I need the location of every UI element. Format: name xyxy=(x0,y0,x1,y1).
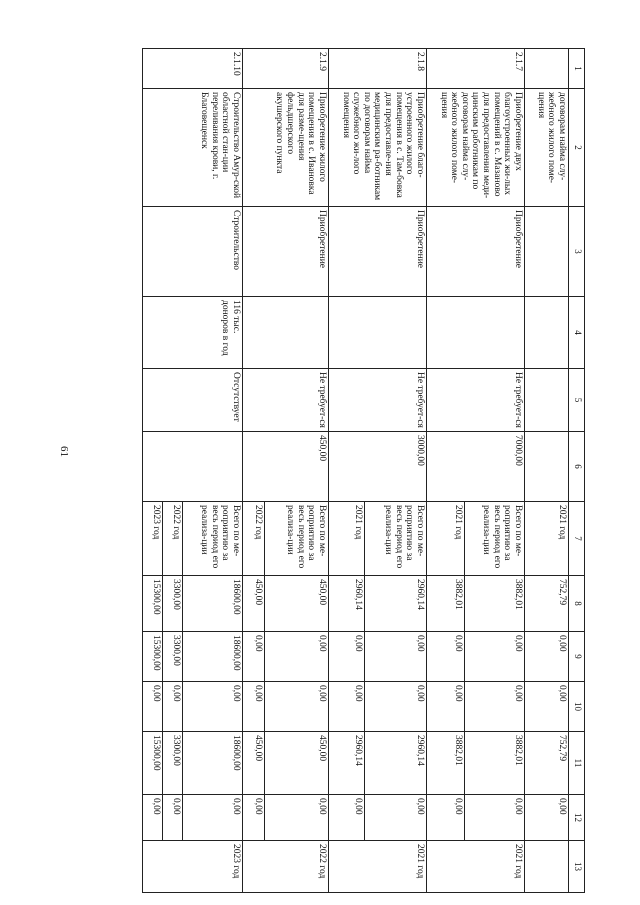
cell-capacity xyxy=(329,297,427,369)
cell-name: Приобретение жилого помещения в с. Ивановка для разме-щения фельдшерского акушерского пункта xyxy=(243,89,329,207)
cell-total-label: Всего по ме-роприятию за весь период его реализа-ции xyxy=(465,502,525,576)
cell-c8: 2960,14 xyxy=(365,576,427,632)
cell-c13: 2021 год xyxy=(329,841,427,893)
cell-c12: 0,00 xyxy=(183,795,243,841)
cell-c11: 2960,14 xyxy=(365,732,427,795)
cell-cost: 7000,00 xyxy=(427,432,525,502)
cell-cost xyxy=(525,432,569,502)
cell-c10: 0,00 xyxy=(525,682,569,732)
cell-capacity xyxy=(243,297,329,369)
cell-name: Приобретение благо-устроенного жилого помещения в с. Там-бовка для предоставле-ния медицинским ра-ботникам по договорам найма служебного жи-лого помещения xyxy=(329,89,427,207)
cell-c9: 15300,00 xyxy=(143,632,163,682)
header-cell: 6 xyxy=(569,432,585,502)
cell-c12: 0,00 xyxy=(243,795,265,841)
cell-total-label: Всего по ме-роприятию за весь период его реализа-ции xyxy=(365,502,427,576)
header-cell: 5 xyxy=(569,369,585,432)
cell-num: 2.1.8 xyxy=(329,49,427,89)
cell-total-label: Всего по ме-роприятию за весь период его реализа-ции xyxy=(265,502,329,576)
cell-type: Приобретение xyxy=(243,207,329,297)
cell-year: 2021 год xyxy=(525,502,569,576)
cell-c8: 2960,14 xyxy=(329,576,365,632)
page-number: 61 xyxy=(58,446,70,457)
cell-doc: Не требует-ся xyxy=(243,369,329,432)
cell-c11: 3882,01 xyxy=(465,732,525,795)
cell-c9: 18600,00 xyxy=(183,632,243,682)
cell-c11: 2960,14 xyxy=(329,732,365,795)
cell-type xyxy=(525,207,569,297)
cell-c12: 0,00 xyxy=(163,795,183,841)
cell-c13: 2023 год xyxy=(143,841,243,893)
cell-doc: Не требует-ся xyxy=(329,369,427,432)
cell-c9: 3300,00 xyxy=(163,632,183,682)
cell-c9: 0,00 xyxy=(265,632,329,682)
header-cell: 2 xyxy=(569,89,585,207)
cell-name: Строительство Амур-ской областной стан-ции переливания крови, г. Благовещенск xyxy=(143,89,243,207)
header-cell: 1 xyxy=(569,49,585,89)
cell-capacity: 116 тыс. доноров в год xyxy=(143,297,243,369)
cell-capacity xyxy=(427,297,525,369)
header-cell: 7 xyxy=(569,502,585,576)
cell-year: 2021 год xyxy=(329,502,365,576)
cell-c10: 0,00 xyxy=(143,682,163,732)
cell-c8: 3882,01 xyxy=(427,576,465,632)
cell-c9: 0,00 xyxy=(365,632,427,682)
cell-doc: Не требует-ся xyxy=(427,369,525,432)
header-cell: 8 xyxy=(569,576,585,632)
cell-c10: 0,00 xyxy=(329,682,365,732)
cell-c12: 0,00 xyxy=(365,795,427,841)
cell-c8: 3300,00 xyxy=(163,576,183,632)
header-cell: 11 xyxy=(569,732,585,795)
cell-year: 2023 год xyxy=(143,502,163,576)
cell-name: договорам найма слу-жебного жилого поме-щения xyxy=(525,89,569,207)
cell-c9: 0,00 xyxy=(427,632,465,682)
cell-c8: 450,00 xyxy=(265,576,329,632)
cell-c11: 15300,00 xyxy=(143,732,163,795)
cell-num xyxy=(525,49,569,89)
cell-c9: 0,00 xyxy=(329,632,365,682)
cell-c11: 450,00 xyxy=(243,732,265,795)
cell-name: Приобретение двух благоустроенных жи-лых помещений в с. Мазаново для предоставления меди-цинским работникам по договорам найма слу-жебного жилого поме-щения xyxy=(427,89,525,207)
cell-c10: 0,00 xyxy=(265,682,329,732)
header-cell: 9 xyxy=(569,632,585,682)
cell-c10: 0,00 xyxy=(465,682,525,732)
cell-c8: 3882,01 xyxy=(465,576,525,632)
cell-c9: 0,00 xyxy=(243,632,265,682)
cell-c12: 0,00 xyxy=(525,795,569,841)
cell-c10: 0,00 xyxy=(163,682,183,732)
cell-type: Строительство xyxy=(143,207,243,297)
cell-capacity xyxy=(525,297,569,369)
cell-total-label: Всего по ме-роприятию за весь период его реализа-ции xyxy=(183,502,243,576)
cell-year: 2021 год xyxy=(427,502,465,576)
cell-cost xyxy=(143,432,243,502)
cell-cost: 3000,00 xyxy=(329,432,427,502)
cell-c8: 15300,00 xyxy=(143,576,163,632)
cell-c11: 3300,00 xyxy=(163,732,183,795)
cell-num: 2.1.9 xyxy=(243,49,329,89)
cell-c13: 2021 год xyxy=(427,841,525,893)
cell-doc: Отсутствует xyxy=(143,369,243,432)
cell-c13: 2022 год xyxy=(243,841,329,893)
cell-type: Приобретение xyxy=(329,207,427,297)
cell-c11: 18600,00 xyxy=(183,732,243,795)
cell-year: 2022 год xyxy=(163,502,183,576)
cell-c9: 0,00 xyxy=(525,632,569,682)
table-row xyxy=(525,49,569,893)
cell-cost: 450,00 xyxy=(243,432,329,502)
cell-c11: 752,79 xyxy=(525,732,569,795)
cell-year: 2022 год xyxy=(243,502,265,576)
cell-c12: 0,00 xyxy=(329,795,365,841)
cell-c8: 450,00 xyxy=(243,576,265,632)
cell-c10: 0,00 xyxy=(427,682,465,732)
cell-num: 2.1.7 xyxy=(427,49,525,89)
cell-c9: 0,00 xyxy=(465,632,525,682)
table-row-2-1-8 xyxy=(365,49,427,893)
header-cell: 12 xyxy=(569,795,585,841)
header-cell: 4 xyxy=(569,297,585,369)
measures-table xyxy=(142,48,585,893)
cell-c8: 752,79 xyxy=(525,576,569,632)
table-row-2-1-7 xyxy=(465,49,525,893)
cell-c12: 0,00 xyxy=(427,795,465,841)
header-cell: 10 xyxy=(569,682,585,732)
table-row-2-1-10 xyxy=(183,49,243,893)
header-cell: 3 xyxy=(569,207,585,297)
cell-c12: 0,00 xyxy=(465,795,525,841)
cell-c11: 450,00 xyxy=(265,732,329,795)
table-row-2-1-9 xyxy=(265,49,329,893)
cell-c12: 0,00 xyxy=(143,795,163,841)
cell-type: Приобретение xyxy=(427,207,525,297)
cell-num: 2.1.10 xyxy=(143,49,243,89)
cell-c8: 18600,00 xyxy=(183,576,243,632)
cell-doc xyxy=(525,369,569,432)
cell-c11: 3882,01 xyxy=(427,732,465,795)
header-row xyxy=(569,49,585,893)
cell-c13 xyxy=(525,841,569,893)
cell-c12: 0,00 xyxy=(265,795,329,841)
cell-c10: 0,00 xyxy=(243,682,265,732)
cell-c10: 0,00 xyxy=(183,682,243,732)
cell-c10: 0,00 xyxy=(365,682,427,732)
header-cell: 13 xyxy=(569,841,585,893)
